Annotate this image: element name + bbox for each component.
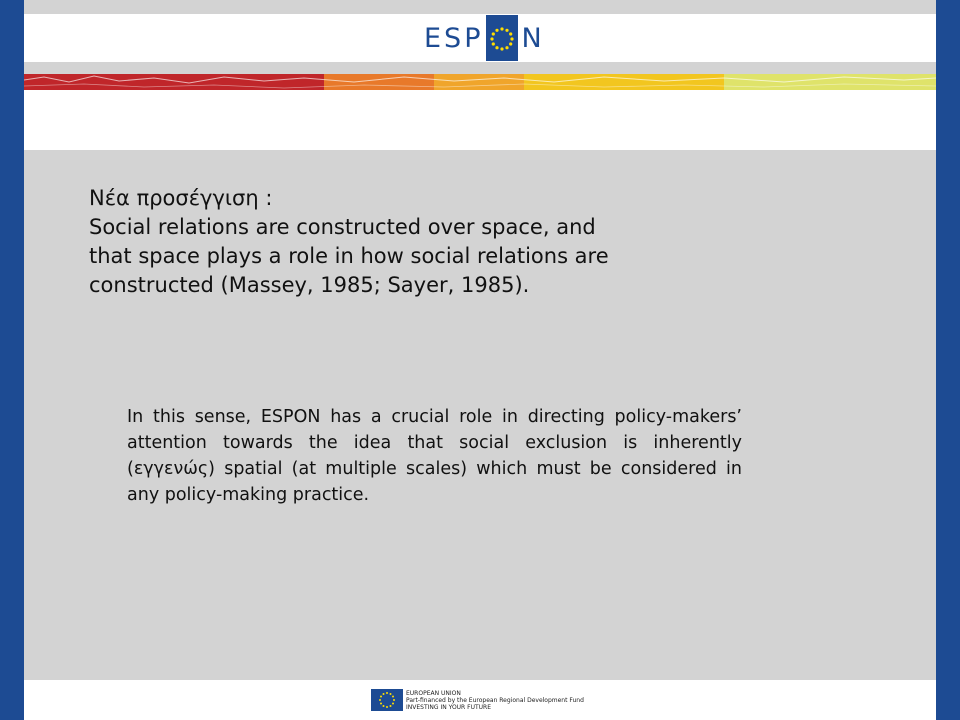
footer-line-future: INVESTING IN YOUR FUTURE: [406, 704, 491, 711]
logo-text-suffix: N: [521, 22, 545, 54]
footer-funding-text: [406, 690, 584, 711]
eu-star-circle-icon: [486, 15, 518, 61]
header-grey-band: [24, 62, 936, 74]
eu-flag-icon: [371, 689, 403, 711]
header-white-band: [24, 90, 936, 150]
footer-line-eu: EUROPEAN UNION: [406, 690, 461, 697]
map-banner-strip: [24, 74, 936, 90]
espon-role-paragraph: In this sense, ESPON has a crucial role in directing policy-makers’ attention towards the idea that social exclusion is inherently (εγγενώς) spatial (at multiple scales) which must be considered in any policy-making practice.: [127, 407, 742, 505]
statement-line: that space plays a role in how social relations are: [89, 244, 609, 268]
right-border-bar: [936, 0, 960, 720]
statement-line: constructed (Massey, 1985; Sayer, 1985).: [89, 273, 530, 297]
footer-line-fund: Part-financed by the European Regional Development Fund: [406, 697, 584, 704]
left-border-bar: [0, 0, 24, 720]
top-grey-strip: [24, 0, 936, 14]
main-statement: [89, 184, 729, 300]
statement-line: Social relations are constructed over space, and: [89, 215, 596, 239]
statement-heading: Νέα προσέγγιση :: [89, 186, 273, 210]
espon-logo: [424, 14, 545, 62]
logo-text-prefix: ESP: [424, 22, 484, 54]
